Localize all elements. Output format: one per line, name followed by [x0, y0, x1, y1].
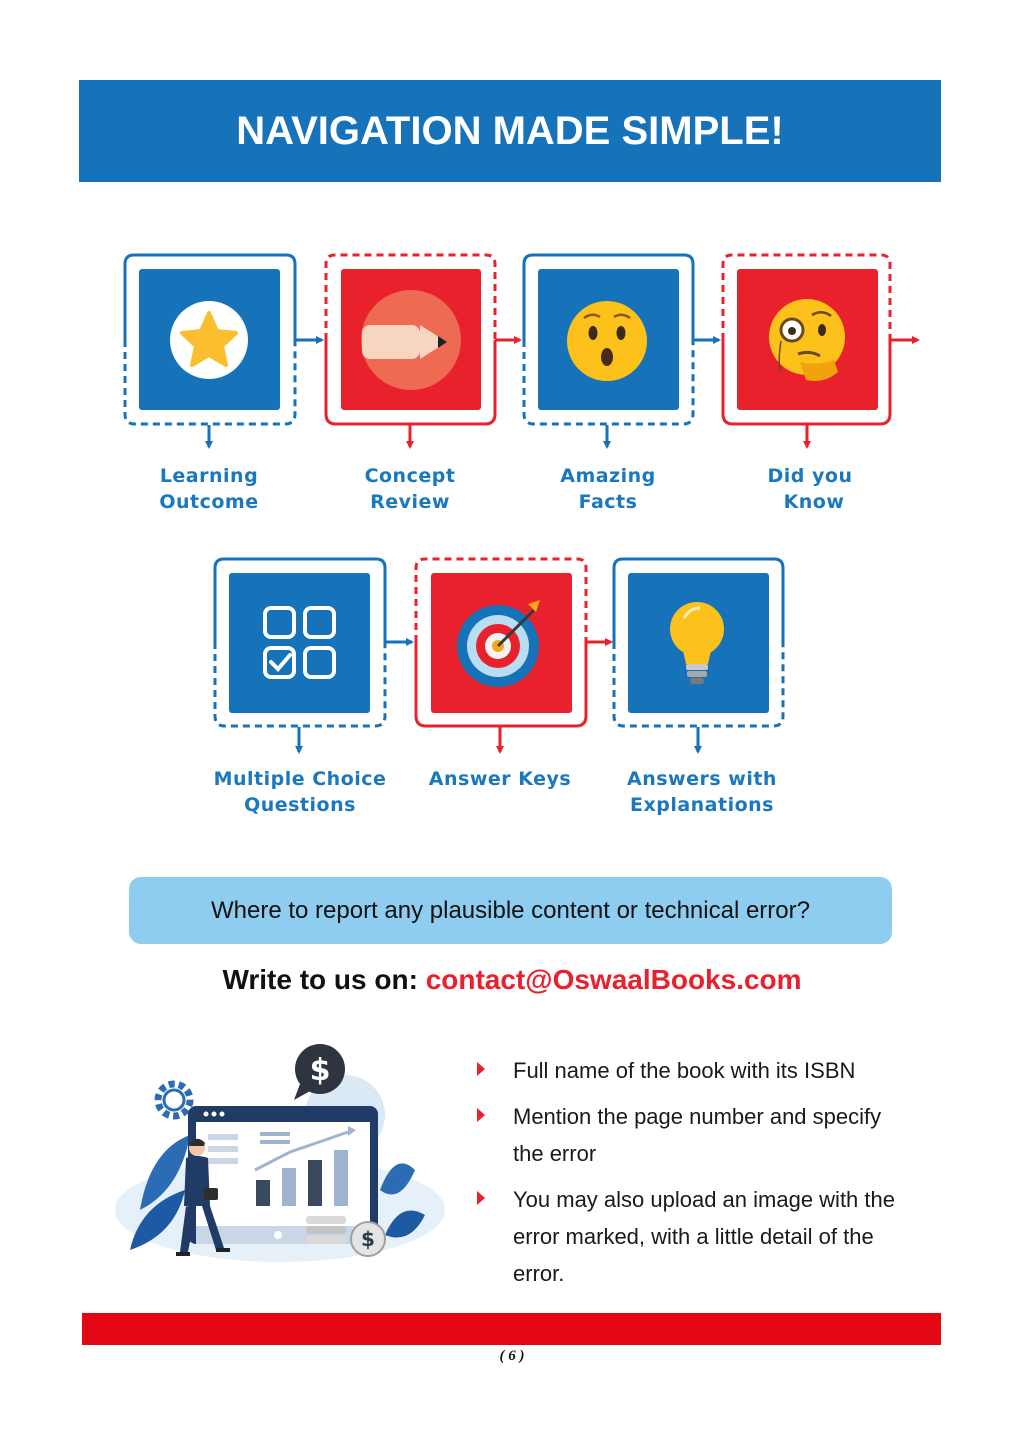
step-learning-outcome — [125, 255, 295, 447]
step-amazing-facts — [524, 255, 693, 447]
report-question-box — [129, 877, 892, 944]
list-item: Mention the page number and specify the error — [472, 1098, 912, 1172]
bullet-arrow-icon — [477, 1108, 485, 1122]
instructions-list — [472, 1052, 912, 1301]
report-question: Where to report any plausible content or technical error? — [211, 896, 810, 924]
step-label-answers-with-explanations: Answers with Explanations — [627, 768, 777, 816]
step-label-amazing-facts: Amazing Facts — [560, 465, 656, 513]
step-label-concept-review: Concept Review — [364, 465, 456, 513]
step-did-you-know — [723, 255, 890, 447]
page-title: NAVIGATION MADE SIMPLE! — [236, 108, 784, 153]
step-answer-keys — [416, 559, 586, 752]
step-concept-review — [326, 255, 495, 447]
surprised-face-icon — [567, 301, 647, 381]
svg-text:$: $ — [361, 1227, 375, 1251]
list-item: You may also upload an image with the error marked, with a little detail of the error. — [472, 1181, 912, 1292]
list-item: Full name of the book with its ISBN — [472, 1052, 912, 1089]
bullet-arrow-icon — [477, 1191, 485, 1205]
step-multiple-choice-questions — [215, 559, 385, 752]
pencil-icon — [361, 290, 461, 390]
step-label-multiple-choice-questions: Multiple Choice Questions — [213, 768, 387, 816]
svg-text:$: $ — [309, 1053, 331, 1088]
step-label-learning-outcome: Learning Outcome — [159, 465, 259, 513]
footer-bar — [82, 1313, 941, 1345]
step-label-did-you-know: Did you Know — [767, 465, 853, 513]
bullet-arrow-icon — [477, 1062, 485, 1076]
monitor-icon — [188, 1106, 378, 1244]
contact-email-link[interactable]: contact@OswaalBooks.com — [425, 964, 802, 995]
gear-icon — [158, 1084, 190, 1116]
step-answers-with-explanations — [614, 559, 783, 752]
write-to-us — [0, 964, 1024, 996]
page-number: ( 6 ) — [499, 1348, 525, 1364]
write-prefix: Write to us on: — [222, 964, 426, 995]
step-label-answer-keys: Answer Keys — [428, 768, 572, 790]
analytics-illustration — [110, 1040, 450, 1280]
star-icon — [170, 301, 248, 379]
